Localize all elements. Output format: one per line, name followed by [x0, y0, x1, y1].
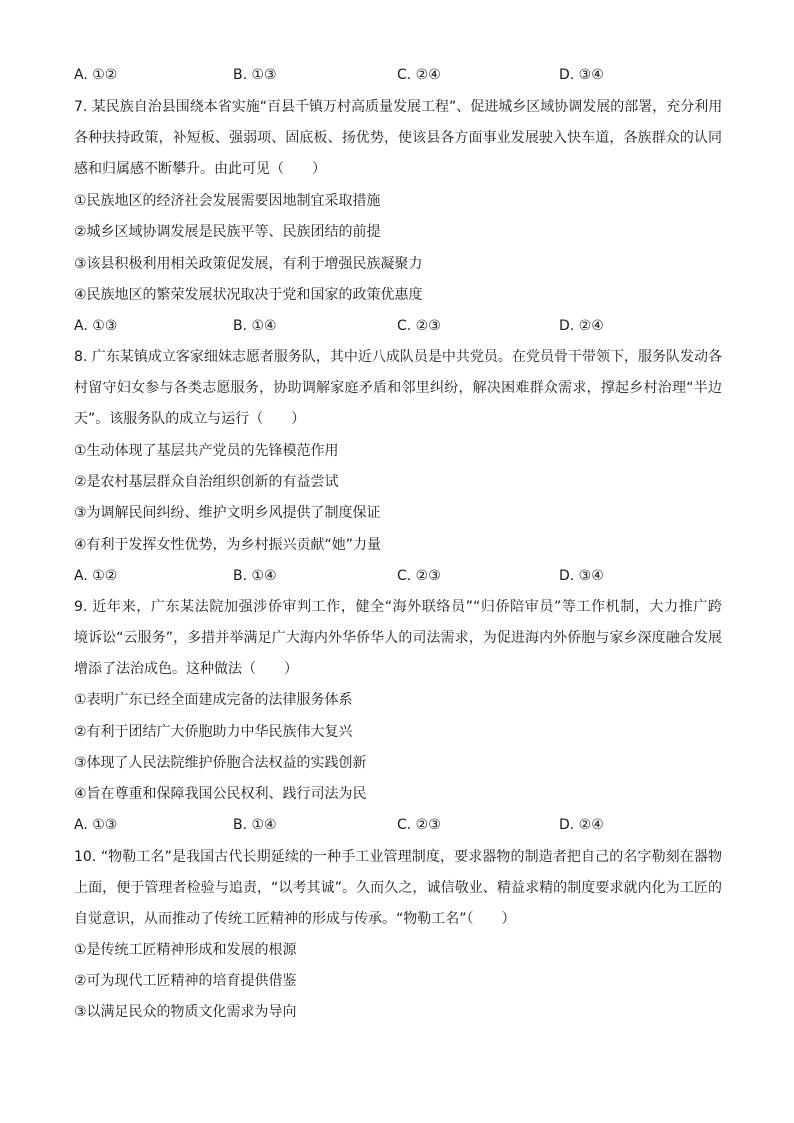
q8-stem-line-3: 天”。该服务队的成立与运行（ ）	[74, 411, 306, 427]
q7-options	[74, 316, 714, 336]
q8-option-d[interactable]: D. ③④	[559, 568, 604, 584]
q8-stem-line-2: 村留守妇女参与各类志愿服务，协助调解家庭矛盾和邻里纠纷，解决困难群众需求，撑起乡村治理“半边	[74, 380, 722, 396]
q6-option-c[interactable]: C. ②④	[397, 67, 441, 83]
q7-statement-1: ①民族地区的经济社会发展需要因地制宜采取措施	[74, 193, 381, 209]
q9-statement-2: ②有利于团结广大侨胞助力中华民族伟大复兴	[74, 724, 353, 740]
q9-option-b[interactable]: B. ①④	[233, 817, 277, 833]
q8-statement-4: ④有利于发挥女性优势，为乡村振兴贡献“她”力量	[74, 537, 382, 553]
q10-statement-3: ③以满足民众的物质文化需求为导向	[74, 1004, 297, 1020]
q6-option-b[interactable]: B. ①③	[233, 67, 277, 83]
q7-statement-3: ③该县积极利用相关政策促发展，有利于增强民族凝聚力	[74, 256, 423, 272]
q9-statement-1: ①表明广东已经全面建成完备的法律服务体系	[74, 692, 353, 708]
q8-option-b[interactable]: B. ①④	[233, 568, 277, 584]
q6-options	[74, 65, 714, 85]
q7-stem-line-3: 感和归属感不断攀升。由此可见（ ）	[74, 161, 326, 177]
q8-statement-3: ③为调解民间纠纷、维护文明乡风提供了制度保证	[74, 505, 381, 521]
q9-statement-3: ③体现了人民法院维护侨胞合法权益的实践创新	[74, 755, 367, 771]
q10-stem-line-2: 上面，便于管理者检验与追责，“以考其诚”。久而久之，诚信敬业、精益求精的制度要求就内化为工匠的	[74, 880, 722, 896]
q10-stem-line-1: 10. “物勒工名”是我国古代长期延续的一种手工业管理制度，要求器物的制造者把自己的名字勒刻在器物	[74, 849, 722, 865]
q9-stem-line-3: 增添了法治成色。这种做法（ ）	[74, 661, 298, 677]
q6-option-d[interactable]: D. ③④	[559, 67, 604, 83]
q10-stem-line-3: 自觉意识，从而推动了传统工匠精神的形成与传承。“物勒工名”（ ）	[74, 911, 516, 927]
q9-option-c[interactable]: C. ②③	[397, 817, 441, 833]
q7-stem-line-2: 各种扶持政策，补短板、强弱项、固底板、扬优势，使该县各方面事业发展驶入快车道，各族群众的认同	[74, 130, 722, 146]
q8-options	[74, 566, 714, 586]
q9-stem-line-2: 境诉讼“云服务”，多措并举满足广大海内外华侨华人的司法需求，为促进海内外侨胞与家乡深度融合发展	[74, 630, 722, 646]
q7-option-c[interactable]: C. ②③	[397, 318, 441, 334]
q9-option-d[interactable]: D. ②④	[559, 817, 604, 833]
q7-statement-4: ④民族地区的繁荣发展状况取决于党和国家的政策优惠度	[74, 287, 423, 303]
q8-statement-2: ②是农村基层群众自治组织创新的有益尝试	[74, 474, 339, 490]
q8-option-a[interactable]: A. ①②	[74, 568, 118, 584]
q7-option-d[interactable]: D. ②④	[559, 318, 604, 334]
q10-statement-2: ②可为现代工匠精神的培育提供借鉴	[74, 973, 297, 989]
q8-statement-1: ①生动体现了基层共产党员的先锋模范作用	[74, 443, 339, 459]
q9-option-a[interactable]: A. ①③	[74, 817, 118, 833]
q10-statement-1: ①是传统工匠精神形成和发展的根源	[74, 942, 297, 958]
q8-option-c[interactable]: C. ②③	[397, 568, 441, 584]
q9-options	[74, 815, 714, 835]
q9-stem-line-1: 9. 近年来，广东某法院加强涉侨审判工作，健全“海外联络员”“归侨陪审员”等工作机制，大力推广跨	[74, 599, 722, 615]
q7-statement-2: ②城乡区域协调发展是民族平等、民族团结的前提	[74, 224, 381, 240]
q6-option-a[interactable]: A. ①②	[74, 67, 118, 83]
q7-stem-line-1: 7. 某民族自治县围绕本省实施“百县千镇万村高质量发展工程”、促进城乡区域协调发展的部署，充分利用	[74, 99, 723, 115]
q9-statement-4: ④旨在尊重和保障我国公民权利、践行司法为民	[74, 786, 367, 802]
q7-option-a[interactable]: A. ①③	[74, 318, 118, 334]
q7-option-b[interactable]: B. ①④	[233, 318, 277, 334]
q8-stem-line-1: 8. 广东某镇成立客家细妹志愿者服务队，其中近八成队员是中共党员。在党员骨干带领下，服务队发动各	[74, 349, 722, 365]
